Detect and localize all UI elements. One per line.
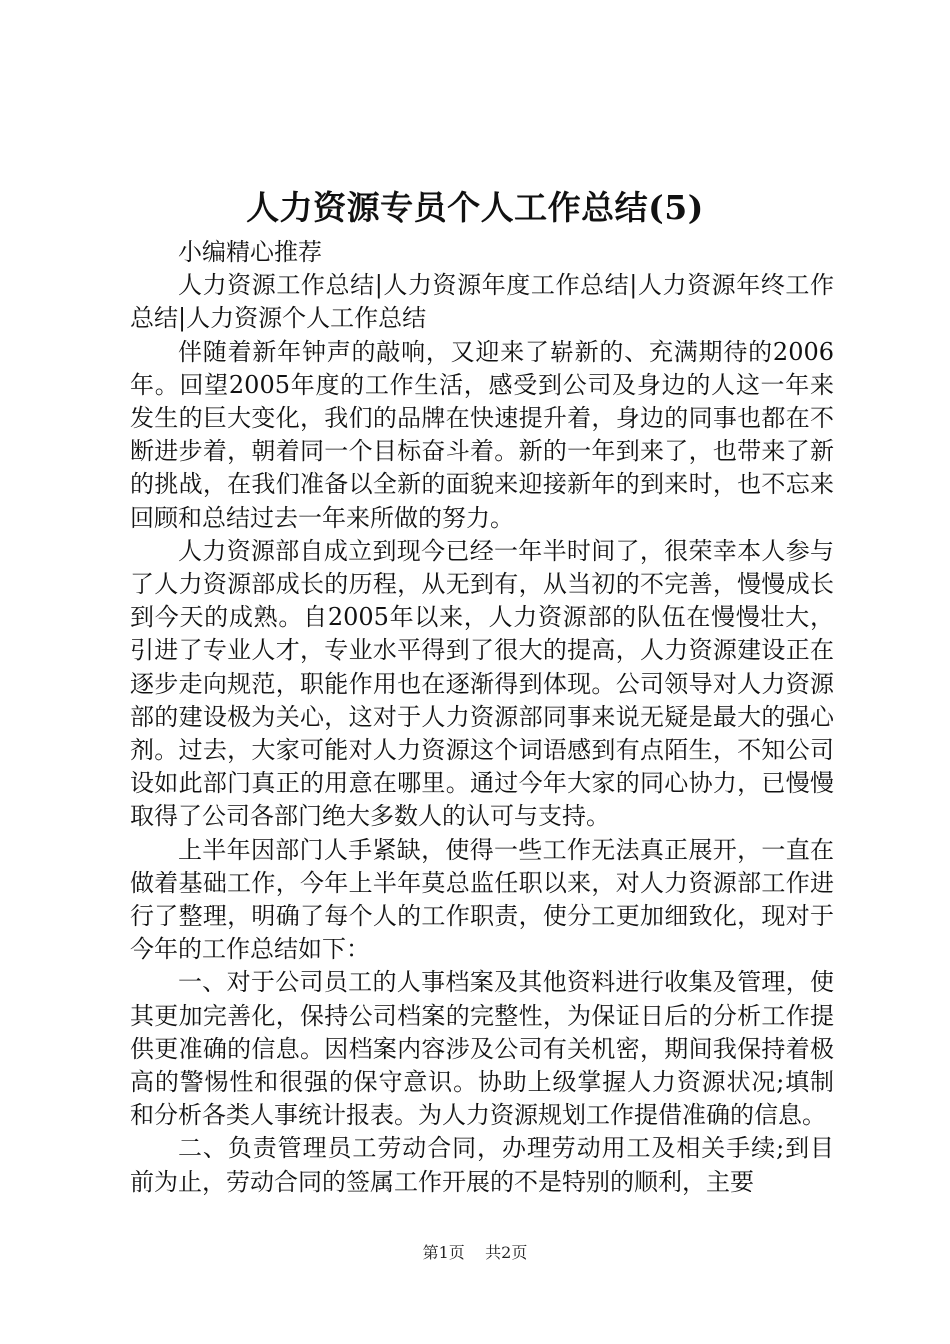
page-total: 共2页 xyxy=(485,1243,528,1262)
document-body xyxy=(130,236,834,1199)
body-paragraph: 人力资源部自成立到现今已经一年半时间了，很荣幸本人参与了人力资源部成长的历程，从无到有，从当初的不完善，慢慢成长到今天的成熟。自2005年以来，人力资源部的队伍在慢慢壮大，引进了专业人才，专业水平得到了很大的提高，人力资源建设正在逐步走向规范，职能作用也在逐渐得到体现。公司领导对人力资源部的建设极为关心，这对于人力资源部同事来说无疑是最大的强心剂。过去，大家可能对人力资源这个词语感到有点陌生，不知公司设如此部门真正的用意在哪里。通过今年大家的同心协力，已慢慢取得了公司各部门绝大多数人的认可与支持。 xyxy=(130,536,834,831)
page-footer xyxy=(0,1243,950,1263)
body-paragraph: 二、负责管理员工劳动合同，办理劳动用工及相关手续;到目前为止，劳动合同的签属工作开展的不是特别的顺利，主要 xyxy=(130,1134,834,1196)
body-paragraph: 一、对于公司员工的人事档案及其他资料进行收集及管理，使其更加完善化，保持公司档案的完整性，为保证日后的分析工作提供更准确的信息。因档案内容涉及公司有关机密，期间我保持着极高的警惕性和很强的保守意识。协助上级掌握人力资源状况;填制和分析各类人事统计报表。为人力资源规划工作提借准确的信息。 xyxy=(130,968,834,1130)
body-paragraph: 伴随着新年钟声的敲响，又迎来了崭新的、充满期待的2006年。回望2005年度的工作生活，感受到公司及身边的人这一年来发生的巨大变化，我们的品牌在快速提升着，身边的同事也都在不断进步着，朝着同一个目标奋斗着。新的一年到来了，也带来了新的挑战，在我们准备以全新的面貌来迎接新年的到来时，也不忘来回顾和总结过去一年来所做的努力。 xyxy=(130,337,834,532)
page-separator xyxy=(470,1243,480,1262)
page-number: 第1页 xyxy=(422,1243,465,1262)
page-title: 人力资源专员个人工作总结(5) xyxy=(246,188,704,227)
body-paragraph: 上半年因部门人手紧缺，使得一些工作无法真正展开，一直在做着基础工作，今年上半年莫总监任职以来，对人力资源部工作进行了整理，明确了每个人的工作职责，使分工更加细致化，现对于今年的工作总结如下： xyxy=(130,835,834,964)
editor-note: 小编精心推荐 xyxy=(178,238,322,266)
tag-line: 人力资源工作总结|人力资源年度工作总结|人力资源年终工作总结|人力资源个人工作总结 xyxy=(130,271,834,333)
